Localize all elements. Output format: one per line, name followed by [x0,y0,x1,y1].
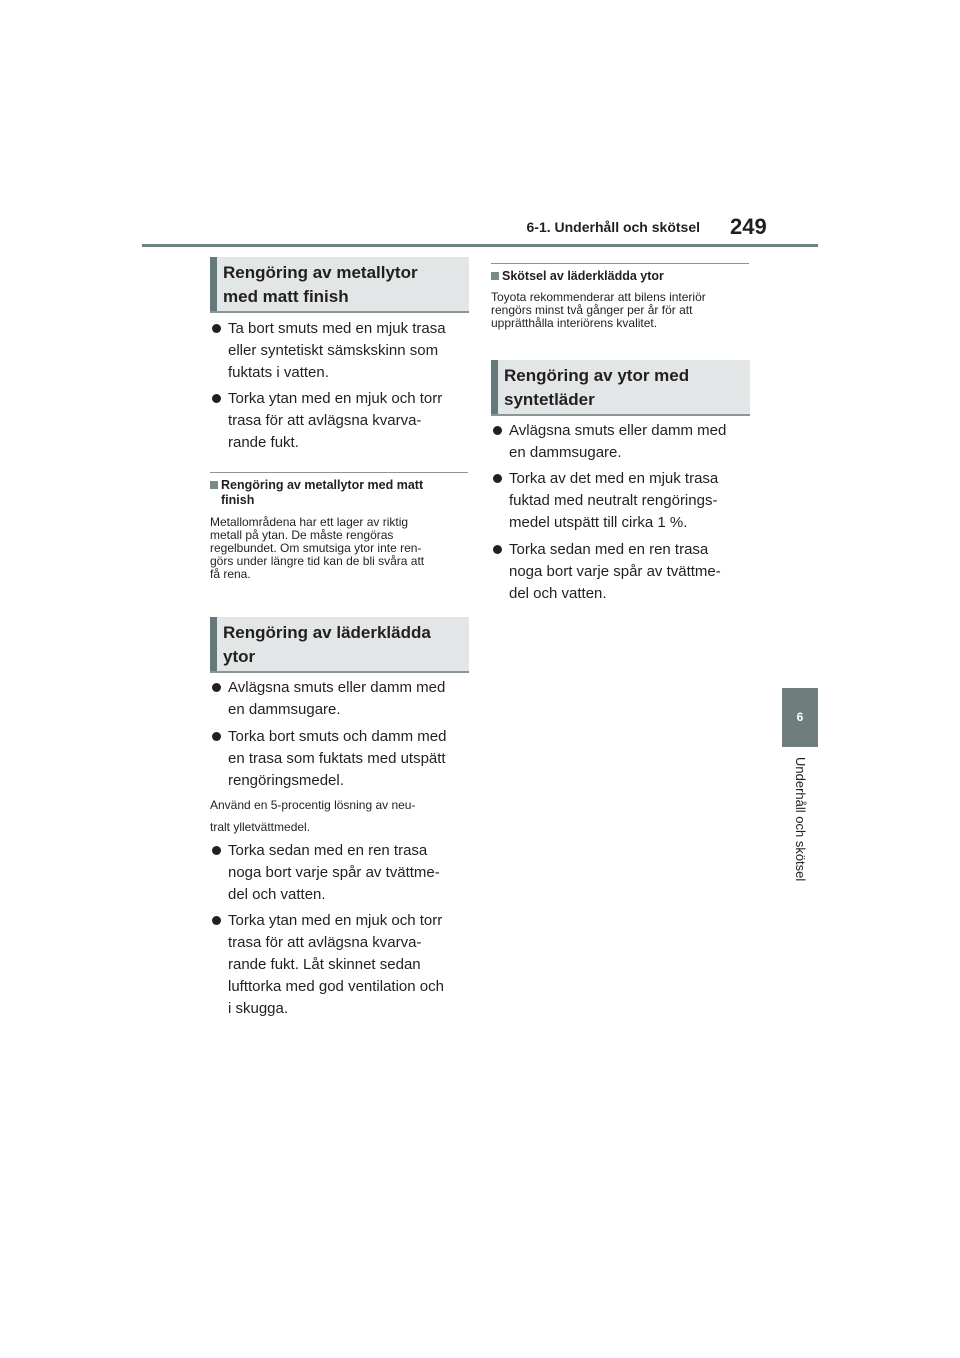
bullet-item: Torka ytan med en mjuk och torr trasa för att avlägsna kvarva- rande fukt. Låt skinnet sedan lufttorka med god ventilation och i skugga. [211,910,469,1020]
page-number: 249 [730,214,767,239]
info-title: Rengöring av metallytor med matt finish [210,478,468,508]
bullet-item: Torka bort smuts och damm med en trasa som fuktats med utspätt rengöringsmedel. [211,726,469,792]
info-divider [491,263,749,264]
heading-text: Rengöring av ytor med syntetläder [504,366,690,409]
heading-accent-bar [210,257,217,311]
header-divider [142,244,818,247]
chapter-tab-label: Underhåll och skötsel [793,757,808,882]
bullet-item: Torka av det med en mjuk trasa fuktad med neutralt rengörings- medel utspätt till cirka 1 %. [492,468,750,534]
heading-text: Rengöring av metallytor med matt finish [223,263,418,306]
heading-leather [210,617,469,673]
heading-text: Rengöring av läderklädda ytor [223,623,431,666]
bullet-item: Torka ytan med en mjuk och torr trasa för att avlägsna kvarva- rande fukt. [211,388,469,454]
bullet-item: Torka sedan med en ren trasa noga bort varje spår av tvättme- del och vatten. [492,539,750,605]
heading-synthetic-leather [491,360,750,416]
section-title: 6-1. Underhåll och skötsel [526,219,700,235]
heading-metal-matt [210,257,469,313]
info-title: Skötsel av läderklädda ytor [491,269,749,284]
heading-accent-bar [210,617,217,671]
chapter-tab[interactable]: 6 [782,688,818,747]
bullet-item: Avlägsna smuts eller damm med en dammsugare. [492,420,750,464]
heading-accent-bar [491,360,498,414]
info-body: Metallområdena har ett lager av riktig metall på ytan. De måste rengöras regelbundet. Om smutsiga ytor inte ren- görs under längre tid kan de bli svåra att få rena. [210,515,425,581]
info-body: Toyota rekommenderar att bilens interiör rengörs minst två gånger per år för att upprätthålla interiörens kvalitet. [491,290,706,330]
info-divider [210,472,468,473]
note-text: Använd en 5-procentig lösning av neu- tralt ylletvättmedel. [210,798,416,834]
bullet-item: Torka sedan med en ren trasa noga bort varje spår av tvättme- del och vatten. [211,840,469,906]
bullet-item: Avlägsna smuts eller damm med en dammsugare. [211,677,469,721]
bullet-item: Ta bort smuts med en mjuk trasa eller syntetiskt sämskskinn som fuktats i vatten. [211,318,469,384]
